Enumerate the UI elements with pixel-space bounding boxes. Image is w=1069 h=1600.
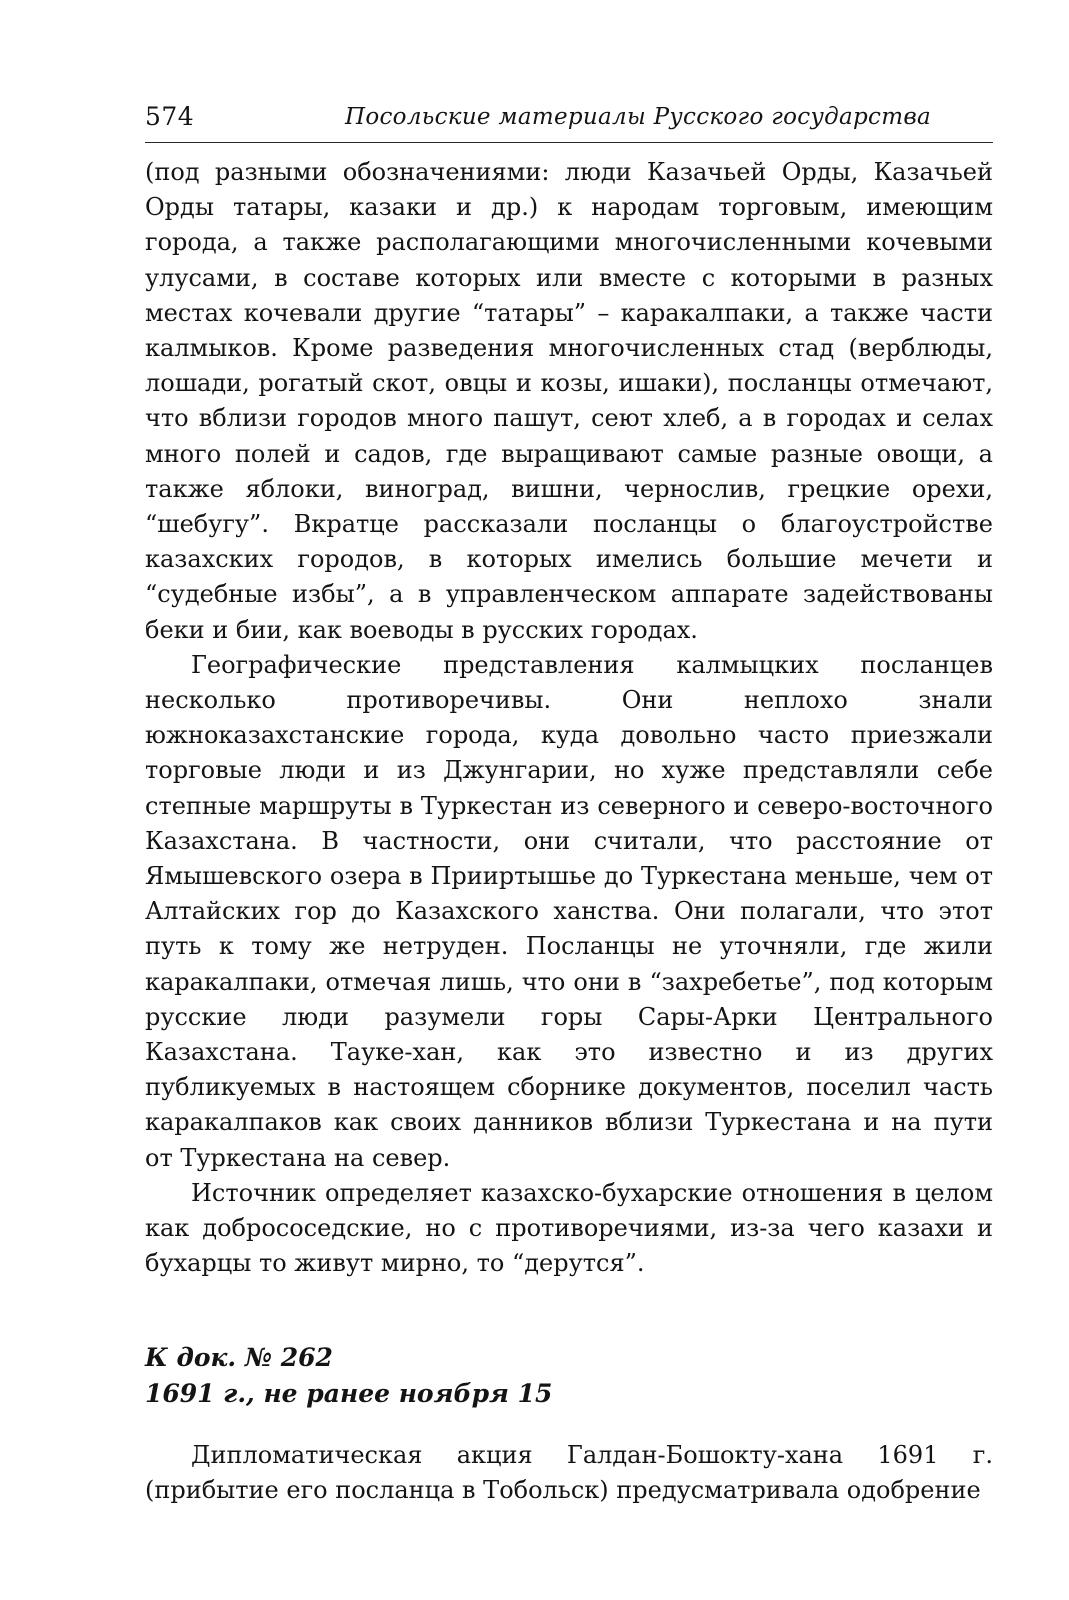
book-page xyxy=(145,98,993,1508)
running-header xyxy=(145,98,993,143)
document-date: 1691 г., не ранее ноября 15 xyxy=(145,1378,553,1408)
page-number: 574 xyxy=(145,102,195,131)
paragraph-continued: (под разными обозначениями: люди Казачьей Орды, Казачьей Орды татары, казаки и др.) к народам торговым, имеющим города, а также располагающими многочисленными кочевыми улусами, в составе которых или вместе с которыми в разных местах кочевали другие “татары” – каракалпаки, а также части калмыков. Кроме разведения многочисленных стад (верблюды, лошади, рогатый скот, овцы и козы, ишаки), посланцы отмечают, что вблизи городов много пашут, сеют хлеб, а в городах и селах много полей и садов, где выращивают самые разные овощи, а также яблоки, виноград, вишни, чернослив, грецкие орехи, “шебугу”. Вкратце рассказали посланцы о благоустройстве казахских городов, в которых имелись большие мечети и “судебные избы”, а в управленческом аппарате задействованы беки и бии, как воеводы в русских городах. xyxy=(145,158,993,644)
running-title: Посольские материалы Русского государства xyxy=(345,104,932,130)
paragraph-source: Источник определяет казахско-бухарские отношения в целом как добрососедские, но с противоречиями, из-за чего казахи и бухарцы то живут мирно, то “дерутся”. xyxy=(145,1178,993,1278)
document-heading xyxy=(145,1340,993,1412)
body-text xyxy=(145,155,993,1282)
paragraph-geography: Географические представления калмыцких посланцев несколько противоречивы. Они неплохо знали южноказахстанские города, куда довольно часто приезжали торговые люди и из Джунгарии, но хуже представляли себе степные маршруты в Туркестан из северного и северо-восточного Казахстана. В частности, они считали, что расстояние от Ямышевского озера в Прииртышье до Туркестана меньше, чем от Алтайских гор до Казахского ханства. Они полагали, что этот путь к тому же нетруден. Посланцы не уточняли, где жили каракалпаки, отмечая лишь, что они в “захребетье”, под которым русские люди разумели горы Сары-Арки Центрального Казахстана. Тауке-хан, как это известно и из других публикуемых в настоящем сборнике документов, поселил часть каракалпаков как своих данников вблизи Туркестана и на пути от Туркестана на север. xyxy=(145,650,993,1172)
paragraph-diplomatic-action: Дипломатическая акция Галдан-Бошокту-хана 1691 г. (прибытие его посланца в Тобольск) предусматривала одобрение xyxy=(145,1440,993,1504)
document-reference: К док. № 262 xyxy=(145,1342,333,1372)
